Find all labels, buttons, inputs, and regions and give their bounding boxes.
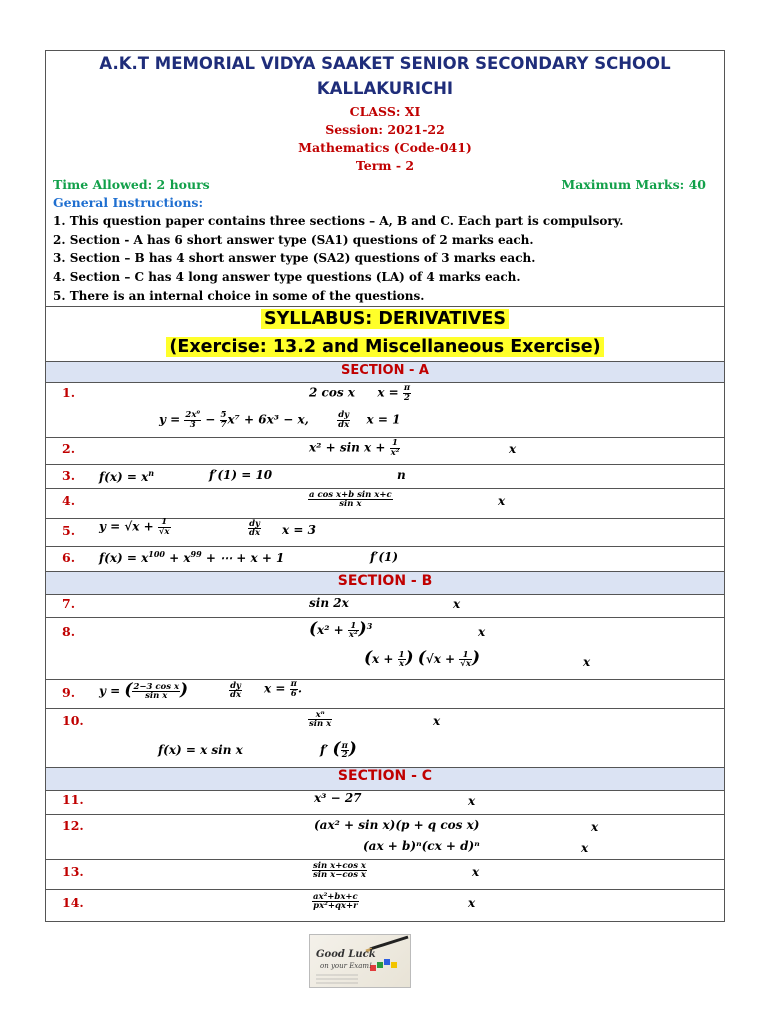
school-name-line2: KALLAKURICHI — [316, 79, 454, 98]
q14-frac: $\frac{\text{ax²+bx+c}}{\text{px²+qx+r}}$ — [313, 891, 358, 911]
q1-function: 2 cos x — [309, 385, 355, 400]
q8-or-frac-2: $\frac{1}{√x}$ — [460, 649, 471, 669]
section-c-heading: SECTION - C — [337, 768, 433, 784]
term-label: Term - 2 — [355, 158, 415, 173]
q13-math — [312, 860, 367, 880]
instruction-5: 5. There is an internal choice in some of the questions. — [53, 289, 425, 303]
q13-var: x — [472, 865, 480, 879]
section-a-heading: SECTION - A — [341, 363, 429, 378]
good-luck-image — [309, 934, 411, 988]
q11-var: x — [468, 794, 476, 808]
subject-label: Mathematics (Code-041) — [298, 140, 472, 155]
maximum-marks: Maximum Marks: 40 — [561, 177, 706, 192]
q8-or-var: x — [583, 655, 591, 669]
q9-y-equals: y = — [99, 684, 121, 698]
question-number: 3. — [62, 468, 76, 483]
question-number: 1. — [62, 385, 76, 400]
q8-frac: $\frac{1}{\text{x²}}$ — [348, 620, 358, 640]
q9-frac: $\frac{\text{2−3 cos x}}{\text{sin x}}$ — [133, 681, 180, 701]
q10-math — [308, 709, 332, 729]
q3-function: $f(x) = x^n$ — [99, 468, 155, 484]
question-number: 12. — [62, 818, 84, 833]
q5-dydx-frac: $\frac{dy}{dx}$ — [249, 518, 261, 538]
question-number: 9. — [62, 685, 76, 700]
row-divider — [46, 708, 724, 709]
row-divider — [46, 889, 724, 890]
school-name-line1: A.K.T MEMORIAL VIDYA SAAKET SENIOR SECONDARY SCHOOL — [99, 54, 671, 73]
row-divider — [46, 859, 724, 860]
q9-math: y = ( $\frac{\text{2−3 cos x}}{\text{sin x}}$ ) — [99, 680, 189, 701]
q1-at-x1: x = 1 — [366, 412, 401, 427]
q9-point: x = $\frac{\pi}{6}$ . — [264, 679, 302, 699]
class-label: CLASS: XI — [349, 104, 421, 119]
section-b-heading: SECTION - B — [337, 573, 433, 589]
question-number: 10. — [62, 713, 84, 728]
q6-f-of-x: f(x) = x — [99, 551, 149, 565]
q4-math — [308, 489, 393, 509]
q1-frac-1: $\frac{\text{2x⁹}}{3}$ — [185, 410, 201, 430]
q9-pi-six: $\frac{\pi}{6}$ — [290, 679, 297, 699]
q5-function: y = √x + — [99, 519, 154, 534]
q8-or-math: (x + $\frac{1}{x}$ ) (√x + $\frac{1}{√x}$ ) — [364, 648, 480, 669]
q10-pi-half: $\frac{\pi}{2}$ — [341, 740, 348, 760]
row-divider — [46, 437, 724, 438]
q1-math — [309, 384, 411, 402]
question-paper — [45, 50, 725, 922]
q10-var: x — [433, 714, 441, 728]
instruction-3: 3. Section – B has 4 short answer type (SA2) questions of 3 marks each. — [53, 251, 536, 265]
syllabus-line2-wrap — [46, 337, 724, 357]
pencil-icon — [310, 935, 410, 987]
question-number: 13. — [62, 864, 84, 879]
q14-math — [312, 891, 359, 911]
q5-frac: $\frac{1}{√x}$ — [158, 517, 170, 537]
q12-or-var: x — [581, 841, 589, 855]
q6-target: f′(1) — [370, 550, 399, 564]
q12-var: x — [591, 820, 599, 834]
instruction-2: 2. Section - A has 6 short answer type (SA1) questions of 2 marks each. — [53, 233, 534, 247]
instruction-1: 1. This question paper contains three sections – A, B and C. Each part is compulsory. — [53, 214, 624, 228]
q7-math: sin 2x — [309, 596, 349, 610]
session-label: Session: 2021-22 — [325, 122, 445, 137]
q12-math: (ax² + sin x)(p + q cos x) — [314, 818, 480, 832]
q8-var: x — [478, 625, 486, 639]
q13-frac: $\frac{\text{sin x+cos x}}{\text{sin x−cos x}}$ — [313, 860, 367, 880]
instruction-4: 4. Section – C has 4 long answer type questions (LA) of 4 marks each. — [53, 270, 521, 284]
good-luck-text: Good Luck — [316, 949, 376, 960]
q3-f-of-x: f(x) = x — [99, 470, 149, 484]
question-number: 11. — [62, 792, 84, 807]
q10-frac: $\frac{\text{xⁿ}}{\text{sin x}}$ — [309, 709, 332, 729]
q4-frac: $\frac{\text{a cos x+b sin x+c}}{\text{sin x}}$ — [309, 489, 392, 509]
q4-var: x — [498, 494, 506, 508]
q10-or-target: f′ ( $\frac{\pi}{2}$ ) — [320, 739, 357, 760]
q1-point: x = — [377, 385, 399, 400]
q7-var: x — [453, 597, 461, 611]
q5-math — [99, 518, 171, 536]
divider — [46, 306, 724, 307]
time-allowed: Time Allowed: 2 hours — [53, 177, 210, 192]
q14-var: x — [468, 896, 476, 910]
syllabus-title: SYLLABUS: DERIVATIVES — [261, 309, 509, 329]
q6-math: $f(x) = x^{100} + x^{99}$ + ⋯ + x + 1 — [99, 549, 285, 565]
q2-frac: $\frac{1}{\text{x²}}$ — [390, 438, 400, 458]
row-divider — [46, 814, 724, 815]
q9-dydx-frac: $\frac{dy}{dx}$ — [230, 680, 242, 700]
syllabus-line1-wrap — [46, 309, 724, 329]
question-number: 8. — [62, 624, 76, 639]
question-number: 5. — [62, 523, 76, 538]
question-number: 2. — [62, 441, 76, 456]
row-divider — [46, 464, 724, 465]
q1-or-math: y = $\frac{\text{2x⁹}}{3}$ − $\frac{5}{7}$ x⁷ + 6x³ − x, $\frac{dy}{dx}$ x = 1 — [159, 410, 401, 430]
q8-math: (x² + $\frac{1}{\text{x²}}$ )$^3$ — [309, 619, 373, 640]
q2-var: x — [509, 442, 517, 456]
q9-dydx — [229, 680, 242, 700]
q1-frac-2: $\frac{5}{7}$ — [220, 410, 227, 430]
question-number: 4. — [62, 493, 76, 508]
q1-pi-half: $\frac{\pi}{2}$ — [403, 383, 411, 403]
q3-condition: f′(1) = 10 — [209, 468, 273, 482]
q10-or-function: f(x) = x sin x — [158, 743, 243, 757]
syllabus-subtitle: (Exercise: 13.2 and Miscellaneous Exercise) — [166, 337, 603, 357]
row-divider — [46, 546, 724, 547]
q8-or-frac-1: $\frac{1}{x}$ — [398, 649, 405, 669]
q1-dydx: $\frac{dy}{dx}$ — [338, 410, 350, 430]
q3-var: n — [397, 468, 406, 482]
q5-point: x = 3 — [282, 523, 316, 537]
question-number: 6. — [62, 550, 76, 565]
q5-dydx — [248, 518, 261, 538]
q9-x-equals: x = — [264, 681, 286, 696]
q12-or-math: (ax + b)ⁿ(cx + d)ⁿ — [363, 839, 480, 853]
instructions-title: General Instructions: — [53, 195, 204, 210]
question-number: 7. — [62, 596, 76, 611]
q1-y-equals: y = — [159, 412, 181, 427]
q2-math: x² + sin x + $\frac{1}{\text{x²}}$ — [309, 438, 400, 458]
good-luck-subtext: on your Exam! — [320, 962, 372, 970]
row-divider — [46, 617, 724, 618]
q11-math: x³ − 27 — [314, 791, 362, 805]
question-number: 14. — [62, 895, 84, 910]
